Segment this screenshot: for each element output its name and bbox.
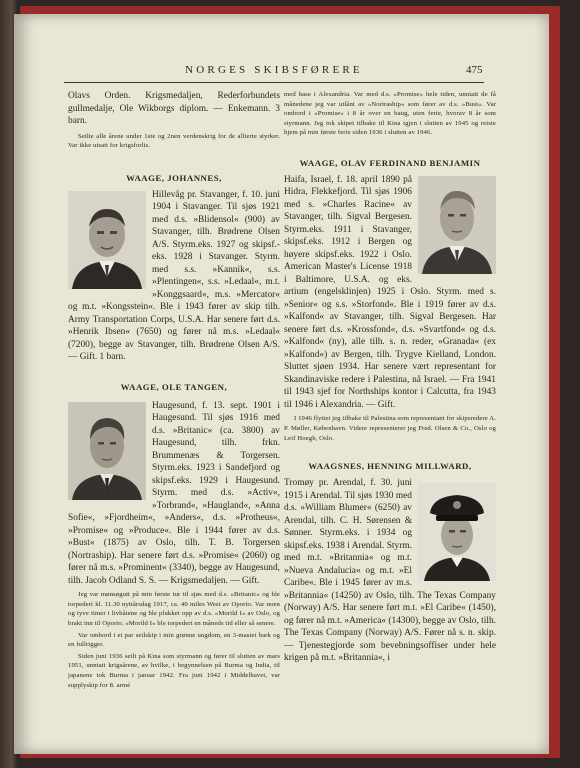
page-number: 475 [466, 64, 483, 76]
ole-note-3: Siden juni 1936 seilt på Kina som styrmann og fører til slutten av mars 1951, unntatt krigsårene, av hvilke, i begynnelsen på Burma og India, til japanene tok Burma i januar 1942. Fra juni 1942 i Middelhavet, var supplyskip for 8. armé [68, 652, 280, 689]
running-header: NORGES SKIBSFØRERE [185, 64, 363, 76]
left-top-note: Seilte alle årene under 1ste og 2nen verdenskrig for de allierte styrker. Var ikke utsatt for krigsforlis. [68, 132, 280, 150]
entry-text-olav: Haifa, Israel, f. 18. april 1890 på Hidra, Flekkefjord. Til sjøs 1906 med s. »Charles Racine« av Stavanger, tilh. Sigval Bergesen. Styrm.eks. 1911 i Stavanger, skipsf.eks. 1912 i Bergen og høyere skipsf.eks. 1922 i Oslo. American Master's License 1918 i Baltimore, U.S.A. og eks. artium (engelsklinjen) 1925 i Oslo. Styrm. med s. »Senior« og s.s. »Storfond«. Ble i 1919 fører av d.s. »Kalfond« av Stavanger, tilh. Sigval Bergesen. Har senere ført d.s. »Krossfond«, d.s. »Svartfond« og d.s. »Kalfond« (ny), alle tilh. s. n. reder, »Granada« (ex »Kalfond«) av Bergen, tilh. Trygve Kielland, London. Sluttet sjøen 1934. Har senere vært representant for Skandinaviske redere i Palestina, nå Israel. — Fra 1941 til 1943 sjef for Northships kontor i Calcutta, fra 1943 til 1946 i Alexandria. — Gift. [284, 174, 496, 410]
header-rule [64, 82, 484, 83]
ole-note-2: Var ombord i et par seilskip i min grønne ungdom, en 3-mastet bark og en fullrigger. [68, 631, 280, 649]
left-column [68, 90, 280, 690]
entry-text-ole: Haugesund, f. 13. sept. 1901 i Haugesund. Til sjøs 1916 med d.s. »Britanic« (ca. 3800) av Haugesund, tilh. frkn. Brummenæs & Torgersen. Styrm.eks. 1923 i Sandefjord og skipsf.eks. 1929 i Haugesund. Styrm. med d.s. »Activ«, »Torbrand«, »Haugland«, »Anna Sofie«, »Fjordheim«, »Anders«, d.s. »Protheus«, »Promise« og »Produce«. Ble i 1944 fører av d.s. »Bust« (1875) av Oslo, tilh. T. B. Torgersen (Nortraship). Har senere ført d.s. »Promise« (2060) og fører nå m.s. »Prominent« (3340), begge av Haugesund, tilh. Jacob Odland S. S. — Krigsmedaljen. — Gift. [68, 400, 280, 586]
entry-text-henning: Tromøy pr. Arendal, f. 30. juni 1915 i Arendal. Til sjøs 1930 med d.s. »William Blumer« (6250) av Arendal, tilh. C. H. Sørensen & Sønner. Styrm.eks. i 1934 og skipsf.eks. 1938 i Arendal. Styrm. med m.t. »Britannia« og m.t. »Nueva Andalucia« og m.t. »El Caribe«. Ble i 1945 fører av m.s. »Britannia« (14250) av Oslo, tilh. The Texas Company (Norway) A/S. Har senere ført m.t. »El Caribe« (1450), og fører nå m.t. »America« (14300), begge av Oslo, tilh. The Texas Company (Norway) A/S. Fører nå s. n. skip. — Tjenestegjorde som bevebningsoffiser under hele krigen på m.t. »Britannia«, i [284, 478, 496, 664]
entry-name-johannes: WAAGE, JOHANNES, [126, 172, 222, 183]
portrait-olav [418, 176, 496, 274]
portrait-henning [418, 483, 496, 581]
book-page [14, 14, 549, 754]
entry-name-olav: WAAGE, OLAV FERDINAND BENJAMIN [299, 157, 481, 168]
entry-name-henning: WAAGSNES, HENNING MILLWARD, [308, 461, 472, 472]
left-top-text: Olavs Orden. Krigsmedaljen, Rederforbundets gullmedalje, Ole Wikborgs diplom. — Enkemann. 3 barn. [68, 91, 280, 126]
entry-text-johannes: Hillevåg pr. Stavanger, f. 10. juni 1904 i Stavanger. Til sjøs 1921 med d.s. »Blidensol« (900) av Stavanger, tilh. Brødrene Olsen A/S. Styrm.eks. 1927 og skipsf.-eks. 1928 i Stavanger. Styrm. med s.s. »Kannik«, s.s. »Plentingen«, s.s. »Ledaal«, m.t. »Konggsaard«, m.s. »Mercator« og m.t. »Kongsstein«. Ble i 1943 fører av skip tilh. Army Transportation Corps, U.S.A. Har senere ført d.s. »Henrik Ibsen« (7650) og fører nå m.s. »Ledaal« (7200), begge av Stavanger, tilh. Brødrene Olsen A/S. — Gift. 1 barn. [68, 189, 280, 363]
portrait-ole [68, 402, 146, 500]
olav-note: I 1946 flyttet jeg tilbake til Palestina som representant for skipsredere A. P. Møller, København. Videre representerer jeg Fred. Olsen & Co., Oslo og Leif Hoegh, Oslo. [284, 415, 496, 442]
right-column [284, 90, 496, 665]
ole-note-1: Jeg var mønsøgutt på min første tur til sjøs med d.s. »Britanic« og ble torpedert kl. 11.30 nyttårsdag 1917, ca. 40 miles West av Oporto. Var noen og tyve timer i livbåtene og ble plukket opp av d.s. »Morild I« av Oslo, og brakt inn til Oporto. »Morild I« ble torpedert en måneds tid eller så senere. [68, 591, 280, 627]
entry-name-ole: WAAGE, OLE TANGEN, [120, 381, 228, 392]
portrait-johannes [68, 191, 146, 289]
right-top-note: med base i Alexandria. Var med d.s. »Promise« hele tiden, unntatt de få månedene jeg var utlånt av »Nortraship« som fører av d.s. »Bust«. Var ombord i »Promise« i 8 år over en baug, uten ferie, hvorav 8 år som styrmann. Jeg tok skipet tilbake til Kina igjen i slutten av 1945 og reiste hjem på min første ferie siden 1936 i slutten av 1946. [284, 91, 496, 137]
